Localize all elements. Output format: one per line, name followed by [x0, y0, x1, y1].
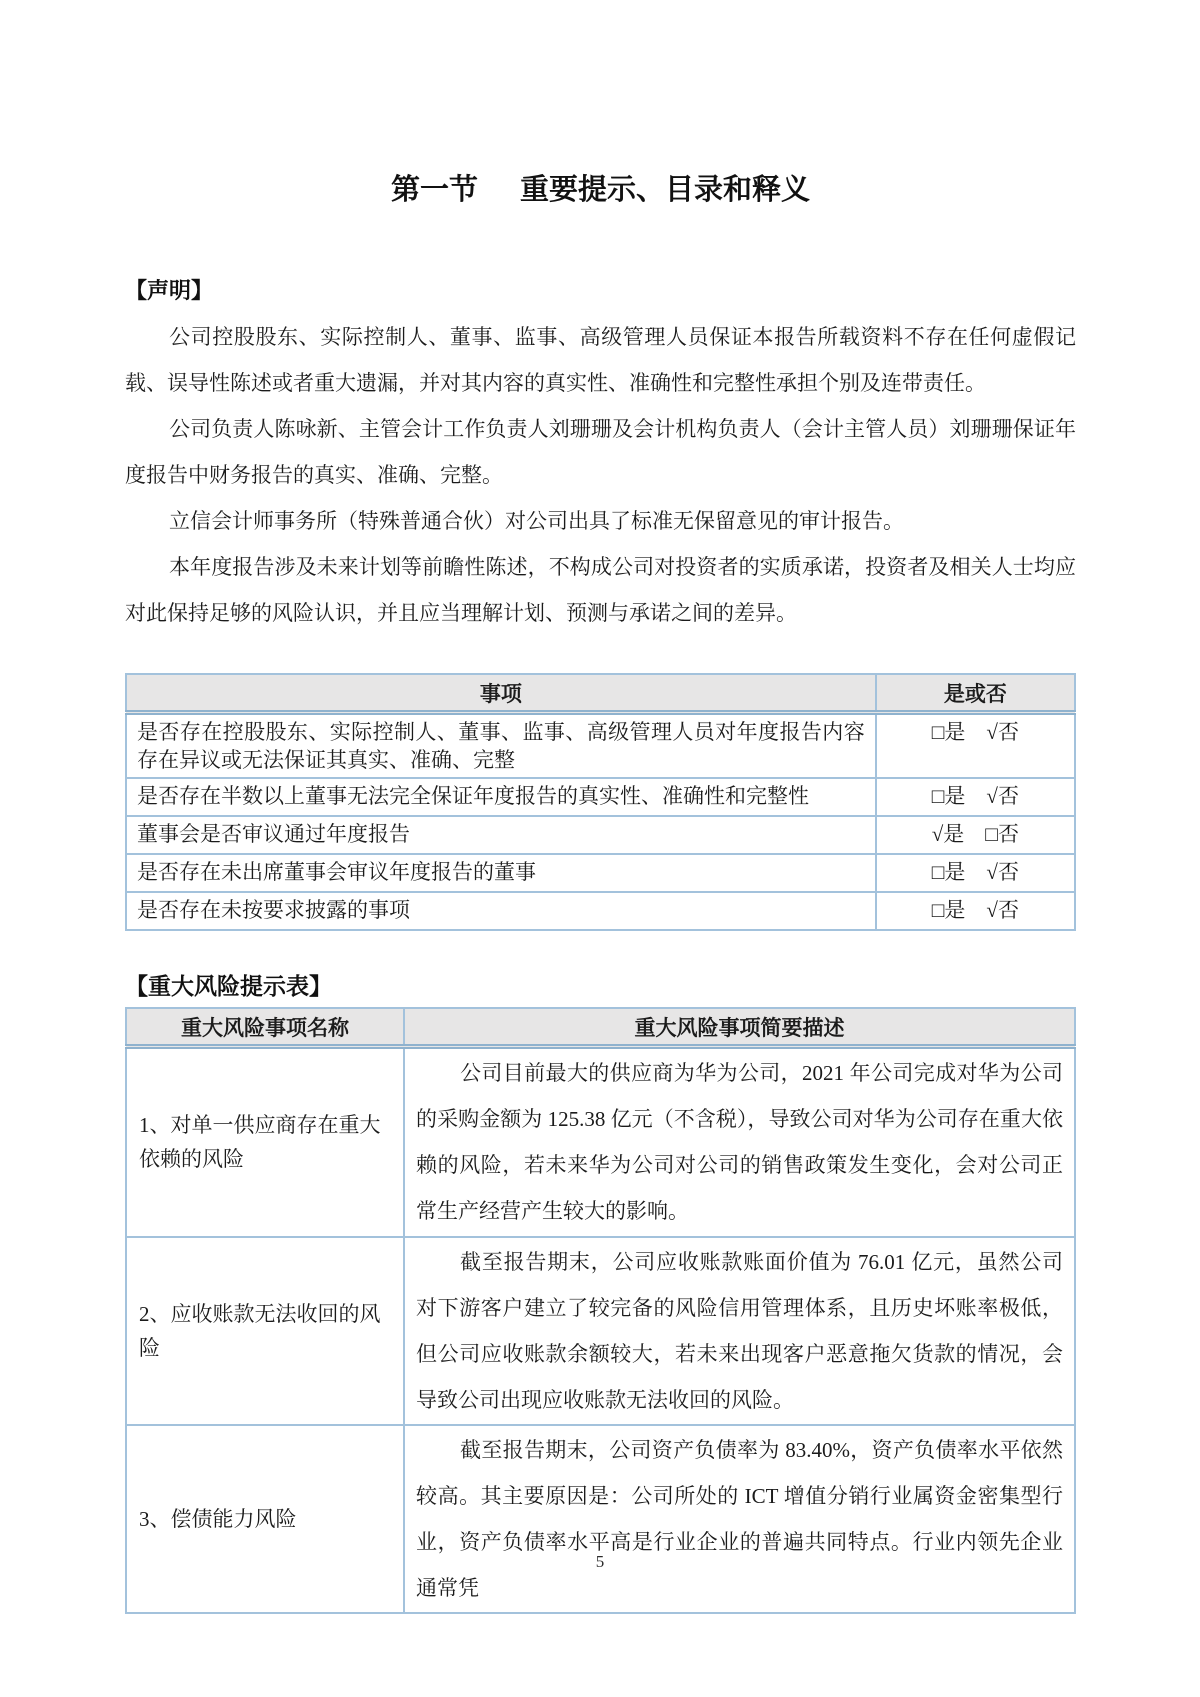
table-row — [126, 892, 1075, 930]
table-row — [126, 1425, 1075, 1613]
declaration-paragraph-1: 公司控股股东、实际控制人、董事、监事、高级管理人员保证本报告所载资料不存在任何虚假记载、误导性陈述或者重大遗漏，并对其内容的真实性、准确性和完整性承担个别及连带责任。 — [125, 325, 1076, 395]
risk-name: 1、对单一供应商存在重大依赖的风险 — [126, 1047, 404, 1237]
footer-page-number: 5 — [595, 1552, 605, 1571]
compliance-answer: □是 √否 — [876, 778, 1075, 816]
compliance-item: 是否存在未按要求披露的事项 — [126, 892, 876, 930]
compliance-answer: □是 √否 — [876, 713, 1075, 779]
table-row — [126, 1237, 1075, 1425]
compliance-item: 是否存在未出席董事会审议年度报告的董事 — [126, 854, 876, 892]
declaration-paragraph-4: 本年度报告涉及未来计划等前瞻性陈述，不构成公司对投资者的实质承诺，投资者及相关人士均应对此保持足够的风险认识，并且应当理解计划、预测与承诺之间的差异。 — [125, 555, 1076, 625]
risk-desc-header: 重大风险事项简要描述 — [404, 1008, 1075, 1047]
risk-description: 公司目前最大的供应商为华为公司，2021 年公司完成对华为公司的采购金额为 125.38 亿元（不含税），导致公司对华为公司存在重大依赖的风险，若未来华为公司对公司的销售政策发生变化，会对公司正常生产经营产生较大的影响。 — [416, 1061, 1063, 1224]
table-row — [126, 816, 1075, 854]
compliance-answer-header: 是或否 — [876, 674, 1075, 713]
compliance-item: 董事会是否审议通过年度报告 — [126, 816, 876, 854]
table-row — [126, 713, 1075, 779]
page-title-section-number: 第一节 — [390, 174, 478, 206]
compliance-table — [125, 673, 1076, 931]
compliance-header-row — [126, 674, 1075, 713]
compliance-answer: √是 □否 — [876, 816, 1075, 854]
declaration-paragraph-3: 立信会计师事务所（特殊普通合伙）对公司出具了标准无保留意见的审计报告。 — [169, 509, 904, 533]
table-row — [126, 854, 1075, 892]
compliance-item-header: 事项 — [126, 674, 876, 713]
risk-table-heading: 【重大风险提示表】 — [125, 973, 332, 999]
compliance-item: 是否存在半数以上董事无法完全保证年度报告的真实性、准确性和完整性 — [126, 778, 876, 816]
page-title — [125, 170, 1076, 210]
compliance-item: 是否存在控股股东、实际控制人、董事、监事、高级管理人员对年度报告内容存在异议或无法保证其真实、准确、完整 — [126, 713, 876, 779]
compliance-answer: □是 √否 — [876, 854, 1075, 892]
major-risk-table — [125, 1007, 1076, 1614]
table-row — [126, 1047, 1075, 1237]
risk-name: 3、偿债能力风险 — [126, 1425, 404, 1613]
table-row — [126, 778, 1075, 816]
risk-description-cell — [404, 1425, 1075, 1613]
compliance-answer: □是 √否 — [876, 892, 1075, 930]
risk-description-cell — [404, 1047, 1075, 1237]
risk-description-cell — [404, 1237, 1075, 1425]
page-content — [125, 0, 1076, 1614]
risk-description: 截至报告期末，公司资产负债率为 83.40%，资产负债率水平依然较高。其主要原因是：公司所处的 ICT 增值分销行业属资金密集型行业，资产负债率水平高是行业企业的普遍共同特点。行业内领先企业通常凭 — [416, 1437, 1063, 1600]
risk-description: 截至报告期末，公司应收账款账面价值为 76.01 亿元，虽然公司对下游客户建立了较完备的风险信用管理体系，且历史坏账率极低，但公司应收账款余额较大，若未来出现客户恶意拖欠货款的情况，会导致公司出现应收账款无法收回的风险。 — [416, 1249, 1063, 1412]
risk-name: 2、应收账款无法收回的风险 — [126, 1237, 404, 1425]
risk-header-row — [126, 1008, 1075, 1047]
risk-name-header: 重大风险事项名称 — [126, 1008, 404, 1047]
page-title-text: 重要提示、目录和释义 — [520, 174, 811, 206]
declaration-heading: 【声明】 — [125, 278, 214, 303]
declaration-paragraph-2: 公司负责人陈咏新、主管会计工作负责人刘珊珊及会计机构负责人（会计主管人员）刘珊珊保证年度报告中财务报告的真实、准确、完整。 — [125, 417, 1076, 487]
